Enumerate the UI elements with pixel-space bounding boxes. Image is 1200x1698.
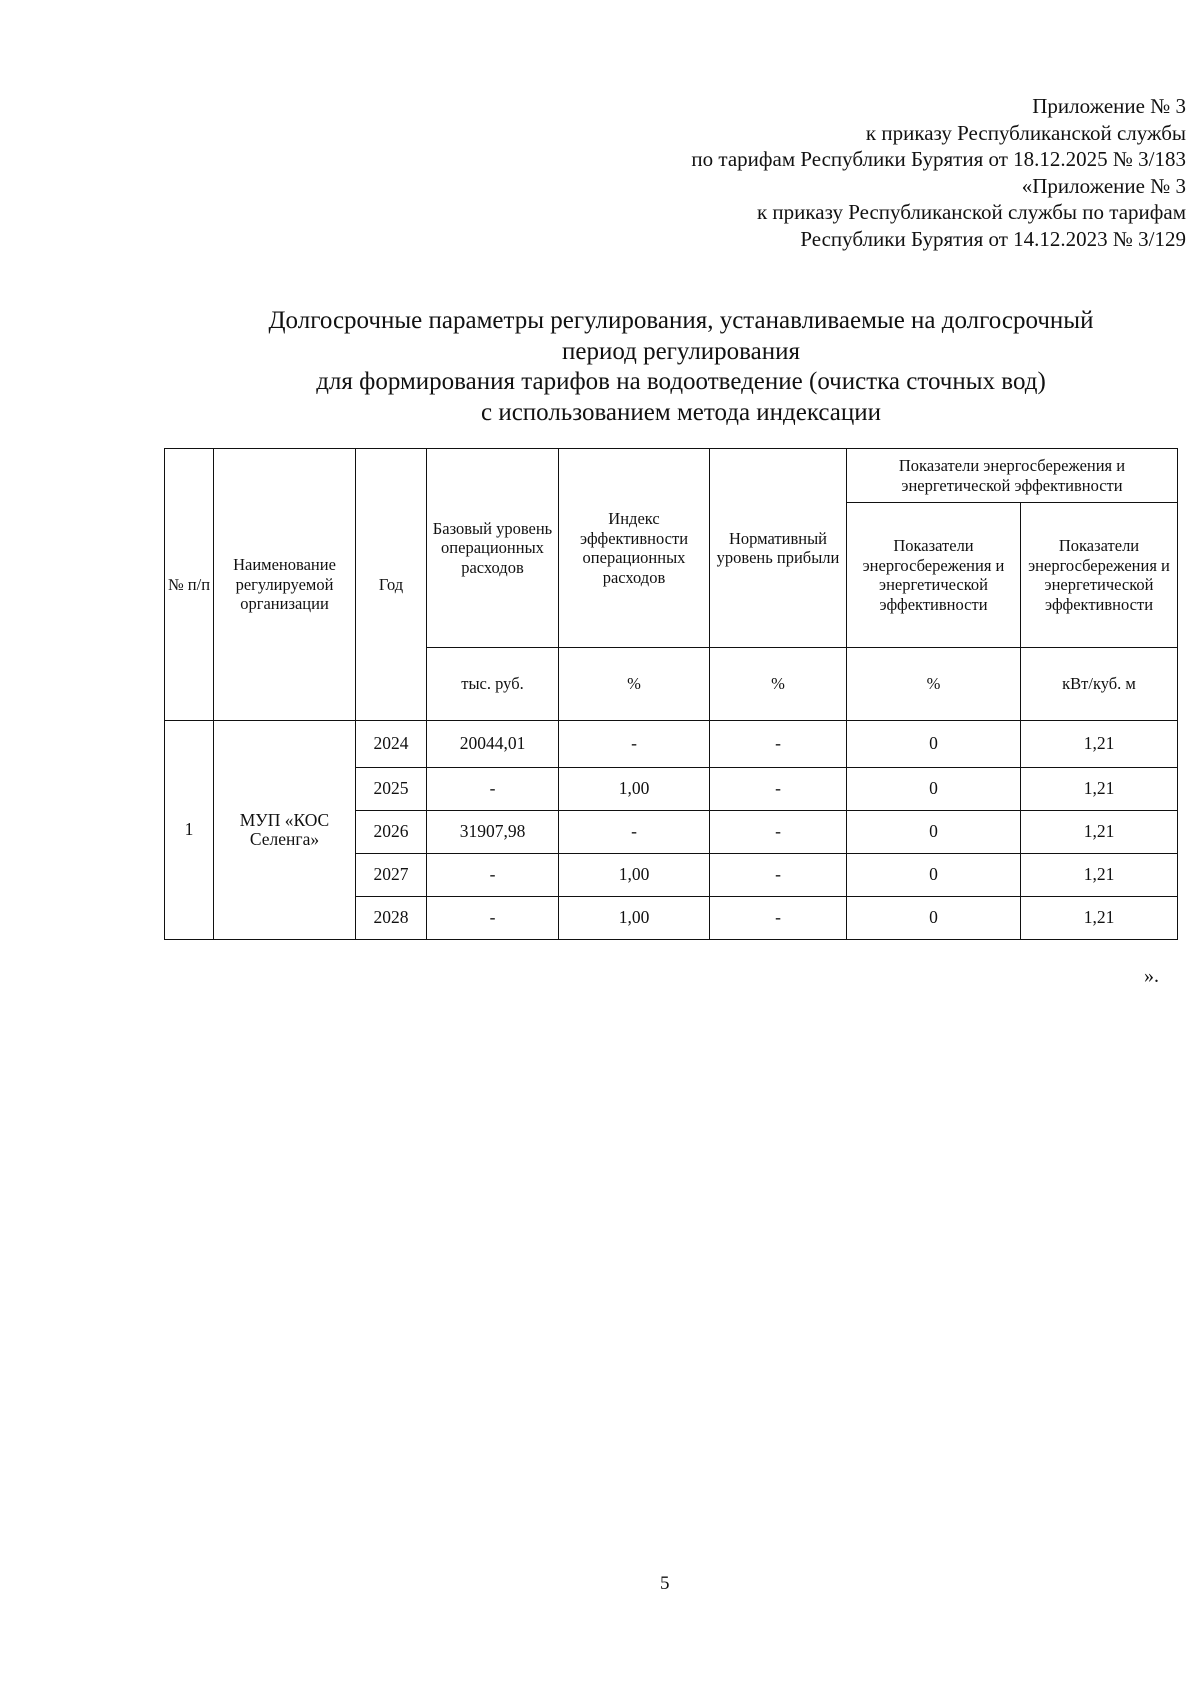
title-line: период регулирования [561, 337, 801, 365]
year-cell: 2026 [356, 811, 427, 854]
energy-2-cell: 1,21 [1021, 811, 1178, 854]
profit-level-cell: - [710, 897, 847, 940]
efficiency-index-cell: - [559, 721, 710, 768]
profit-level-cell: - [710, 768, 847, 811]
header-line: к приказу Республиканской службы [865, 120, 1186, 145]
col-header-year: Год [356, 449, 427, 721]
energy-2-cell: 1,21 [1021, 854, 1178, 897]
header-line: «Приложение № 3 [1021, 173, 1186, 198]
energy-1-cell: 0 [847, 811, 1021, 854]
profit-level-cell: - [710, 721, 847, 768]
year-cell: 2025 [356, 768, 427, 811]
unit-efficiency-index: % [559, 648, 710, 721]
energy-1-cell: 0 [847, 721, 1021, 768]
base-level-cell: 31907,98 [427, 811, 559, 854]
energy-2-cell: 1,21 [1021, 768, 1178, 811]
energy-2-cell: 1,21 [1021, 897, 1178, 940]
unit-profit-level: % [710, 648, 847, 721]
col-header-number: № п/п [165, 449, 214, 721]
energy-1-cell: 0 [847, 768, 1021, 811]
energy-1-cell: 0 [847, 854, 1021, 897]
closing-quote: ». [1144, 965, 1159, 987]
efficiency-index-cell: 1,00 [559, 897, 710, 940]
col-header-efficiency-index: Индекс эффективности операционных расходов [559, 449, 710, 648]
year-cell: 2028 [356, 897, 427, 940]
base-level-cell: 20044,01 [427, 721, 559, 768]
appendix-header [691, 93, 1186, 252]
base-level-cell: - [427, 854, 559, 897]
efficiency-index-cell: - [559, 811, 710, 854]
base-level-cell: - [427, 768, 559, 811]
page-number: 5 [660, 1573, 670, 1594]
col-header-profit-level: Нормативный уровень прибыли [710, 449, 847, 648]
header-line: к приказу Республиканской службы по тарифам [756, 200, 1186, 224]
unit-energy-2: кВт/куб. м [1021, 648, 1178, 721]
header-line: Приложение № 3 [1032, 94, 1186, 118]
col-header-base-level: Базовый уровень операционных расходов [427, 449, 559, 648]
energy-1-cell: 0 [847, 897, 1021, 940]
unit-base-level: тыс. руб. [427, 648, 559, 721]
org-number-cell: 1 [165, 721, 214, 940]
org-name-cell: МУП «КОС Селенга» [214, 721, 356, 940]
header-line: Республики Бурятия от 14.12.2023 № 3/129 [800, 226, 1186, 251]
unit-energy-1: % [847, 648, 1021, 721]
title-line: для формирования тарифов на водоотведение (очистка сточных вод) [316, 368, 1046, 395]
header-row-top [165, 449, 1178, 503]
parameters-table [164, 448, 1178, 940]
col-header-energy-1: Показатели энергосбережения и энергетической эффективности [847, 503, 1021, 648]
col-header-energy-group: Показатели энергосбережения и энергетической эффективности [847, 449, 1178, 503]
efficiency-index-cell: 1,00 [559, 854, 710, 897]
table-row [165, 721, 1178, 768]
header-line: по тарифам Республики Бурятия от 18.12.2025 № 3/183 [691, 147, 1186, 171]
title-line: с использованием метода индексации [480, 398, 882, 426]
col-header-energy-2: Показатели энергосбережения и энергетической эффективности [1021, 503, 1178, 648]
col-header-organization: Наименование регулируемой организации [214, 449, 356, 721]
year-cell: 2024 [356, 721, 427, 768]
year-cell: 2027 [356, 854, 427, 897]
document-title [150, 306, 1200, 428]
profit-level-cell: - [710, 854, 847, 897]
title-line: Долгосрочные параметры регулирования, устанавливаемые на долгосрочный [268, 307, 1094, 334]
base-level-cell: - [427, 897, 559, 940]
profit-level-cell: - [710, 811, 847, 854]
efficiency-index-cell: 1,00 [559, 768, 710, 811]
energy-2-cell: 1,21 [1021, 721, 1178, 768]
